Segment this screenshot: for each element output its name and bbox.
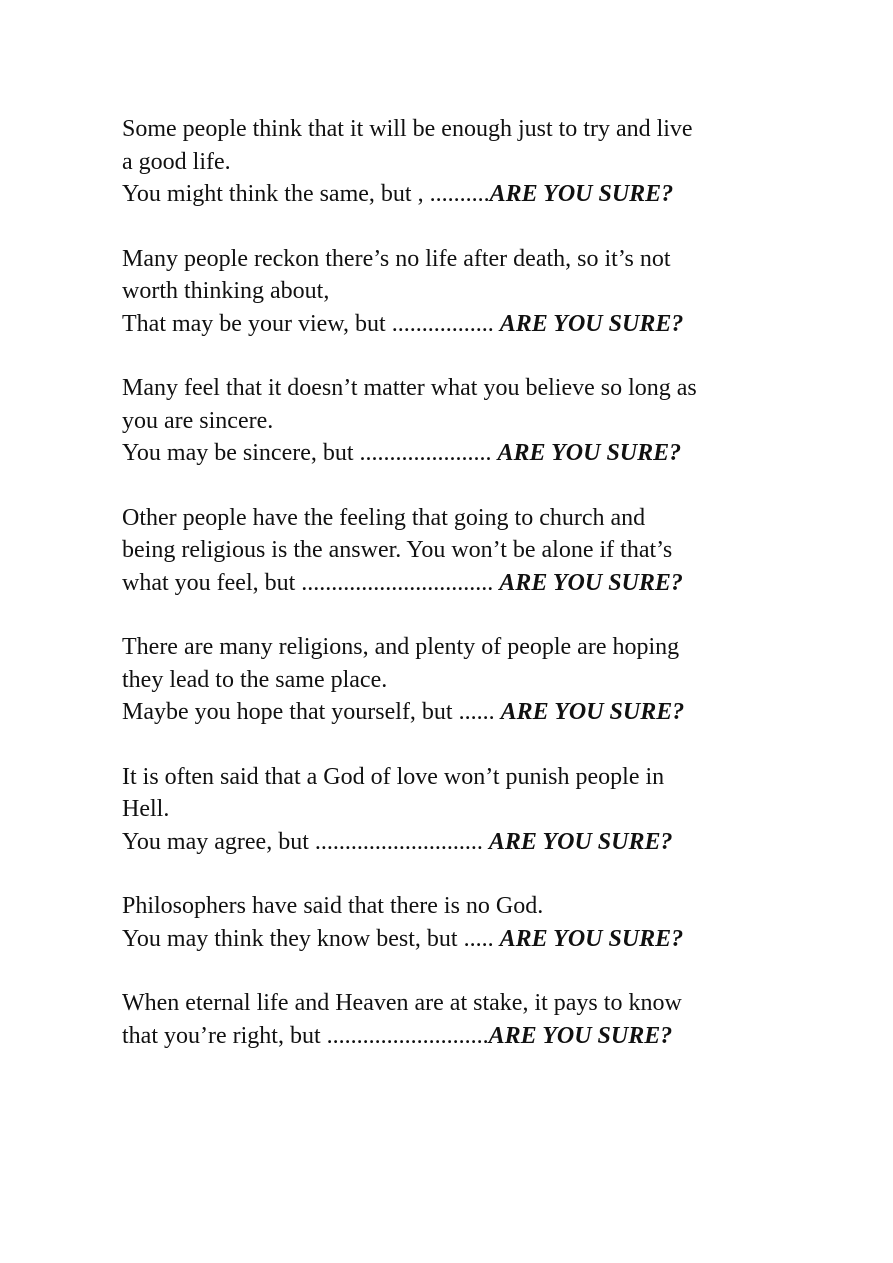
- closing-lead: You might think the same, but , ..........: [122, 181, 490, 207]
- text-line: they lead to the same place.: [122, 666, 388, 693]
- closing-line: [122, 437, 782, 470]
- text-line: When eternal life and Heaven are at stake, it pays to know: [122, 990, 682, 1016]
- closing-lead: You may agree, but ............................: [122, 828, 489, 855]
- text-line: Philosophers have said that there is no God.: [122, 893, 544, 919]
- are-you-sure-tagline: ARE YOU SURE?: [499, 925, 684, 952]
- closing-lead: You may be sincere, but ......................: [122, 440, 498, 466]
- closing-line: [122, 696, 782, 729]
- are-you-sure-tagline: ARE YOU SURE?: [497, 440, 682, 466]
- stanza: [122, 243, 782, 341]
- closing-lead: what you feel, but ................................: [122, 569, 500, 596]
- are-you-sure-tagline: ARE YOU SURE?: [489, 181, 674, 207]
- text-line: Some people think that it will be enough just to try and live: [122, 116, 693, 142]
- are-you-sure-tagline: ARE YOU SURE?: [499, 310, 684, 337]
- stanza: [122, 631, 782, 729]
- closing-line: [122, 178, 782, 211]
- text-line: Many feel that it doesn’t matter what you believe so long as: [122, 375, 697, 401]
- text-line: Hell.: [122, 796, 170, 822]
- text-line: Many people reckon there’s no life after death, so it’s not: [122, 245, 671, 272]
- stanza: [122, 502, 782, 600]
- text-line: There are many religions, and plenty of people are hoping: [122, 634, 680, 660]
- closing-lead: You may think they know best, but .....: [122, 925, 500, 952]
- stanza: [122, 987, 782, 1052]
- closing-line: [122, 1020, 782, 1053]
- closing-line: [122, 923, 782, 956]
- stanza: [122, 890, 782, 955]
- text-line: It is often said that a God of love won’t punish people in: [122, 763, 665, 790]
- closing-lead: That may be your view, but .................: [122, 310, 500, 337]
- are-you-sure-tagline: ARE YOU SURE?: [488, 828, 673, 855]
- text-line: Other people have the feeling that going to church and: [122, 504, 646, 531]
- document-body: [122, 113, 782, 1084]
- text-line: a good life.: [122, 148, 231, 175]
- closing-line: [122, 826, 782, 859]
- closing-line: [122, 567, 782, 600]
- stanza: [122, 113, 782, 211]
- stanza: [122, 372, 782, 470]
- closing-lead: that you’re right, but ...........................: [122, 1022, 489, 1049]
- closing-lead: Maybe you hope that yourself, but ......: [122, 699, 501, 725]
- stanza: [122, 761, 782, 859]
- text-line: worth thinking about,: [122, 278, 330, 304]
- are-you-sure-tagline: ARE YOU SURE?: [500, 699, 685, 725]
- closing-line: [122, 308, 782, 341]
- text-line: being religious is the answer. You won’t be alone if that’s: [122, 537, 673, 563]
- text-line: you are sincere.: [122, 407, 274, 434]
- are-you-sure-tagline: ARE YOU SURE?: [499, 569, 683, 596]
- are-you-sure-tagline: ARE YOU SURE?: [488, 1022, 673, 1049]
